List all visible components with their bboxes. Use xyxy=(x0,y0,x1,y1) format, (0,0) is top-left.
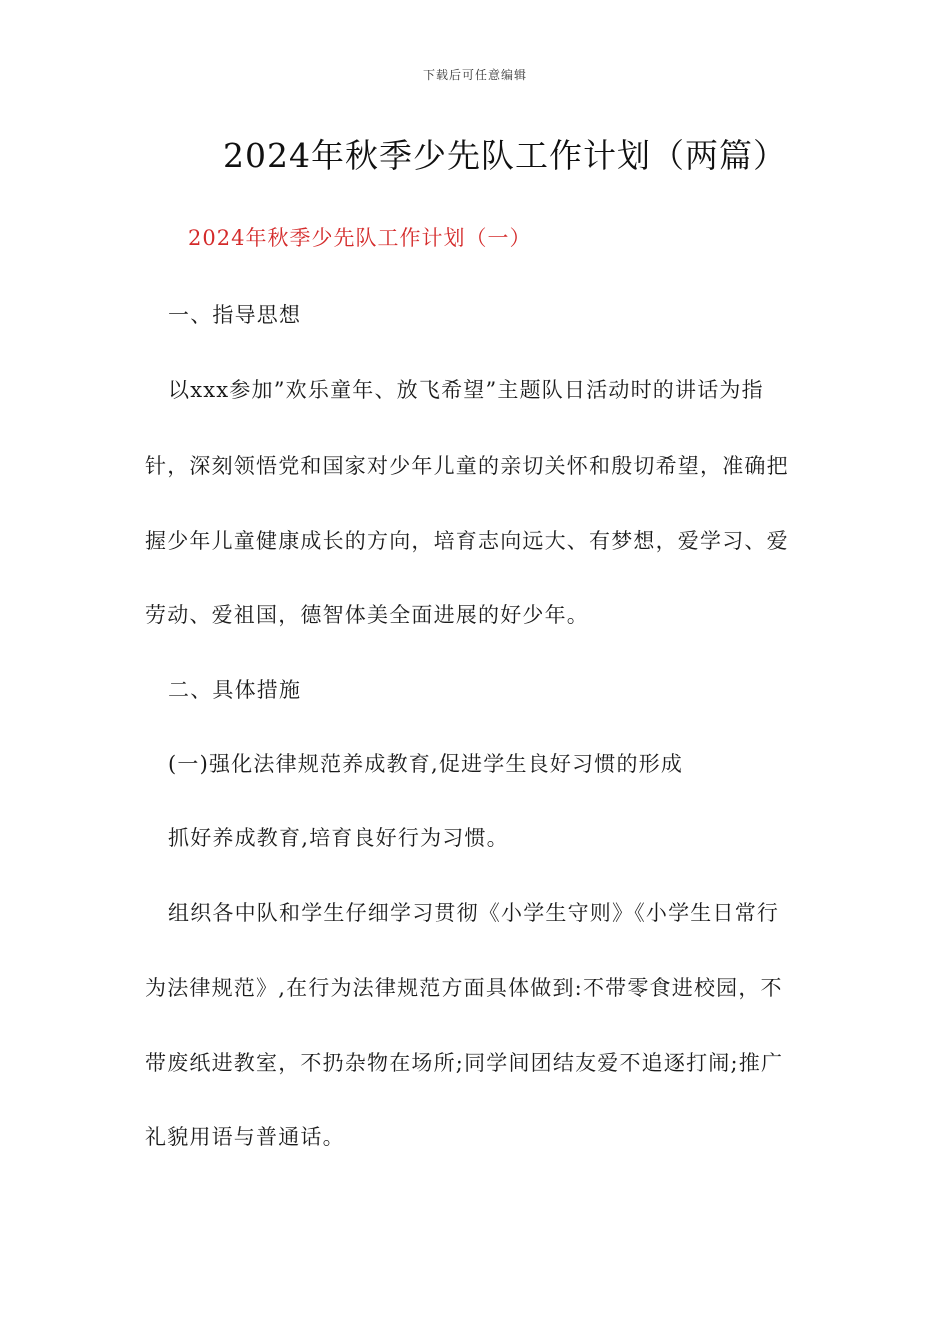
document-title: 2024年秋季少先队工作计划（两篇） xyxy=(223,136,787,175)
paragraph-line: 握少年儿童健康成长的方向，培育志向远大、有梦想，爱学习、爱 xyxy=(145,529,789,553)
paragraph-line: 劳动、爱祖国，德智体美全面进展的好少年。 xyxy=(145,603,589,627)
section-title: 2024年秋季少先队工作计划（一） xyxy=(188,226,532,250)
subheading-line: (一)强化法律规范养成教育,促进学生良好习惯的形成 xyxy=(168,752,684,776)
paragraph-line: 礼貌用语与普通话。 xyxy=(145,1125,345,1149)
paragraph-line: 以xxx参加”欢乐童年、放飞希望”主题队日活动时的讲话为指 xyxy=(168,378,764,402)
paragraph-line: 抓好养成教育,培育良好行为习惯。 xyxy=(168,826,509,850)
paragraph-line: 针，深刻领悟党和国家对少年儿童的亲切关怀和殷切希望，准确把 xyxy=(145,454,789,478)
header-note: 下载后可任意编辑 xyxy=(422,68,527,82)
paragraph-line: 带废纸进教室，不扔杂物在场所;同学间团结友爱不追逐打闹;推广 xyxy=(145,1051,784,1075)
paragraph-line: 为法律规范》,在行为法律规范方面具体做到:不带零食进校园，不 xyxy=(145,976,783,1000)
heading-guiding-thought: 一、指导思想 xyxy=(168,303,302,327)
heading-specific-measures: 二、具体措施 xyxy=(168,678,302,702)
paragraph-line: 组织各中队和学生仔细学习贯彻《小学生守则》《小学生日常行 xyxy=(168,901,780,925)
